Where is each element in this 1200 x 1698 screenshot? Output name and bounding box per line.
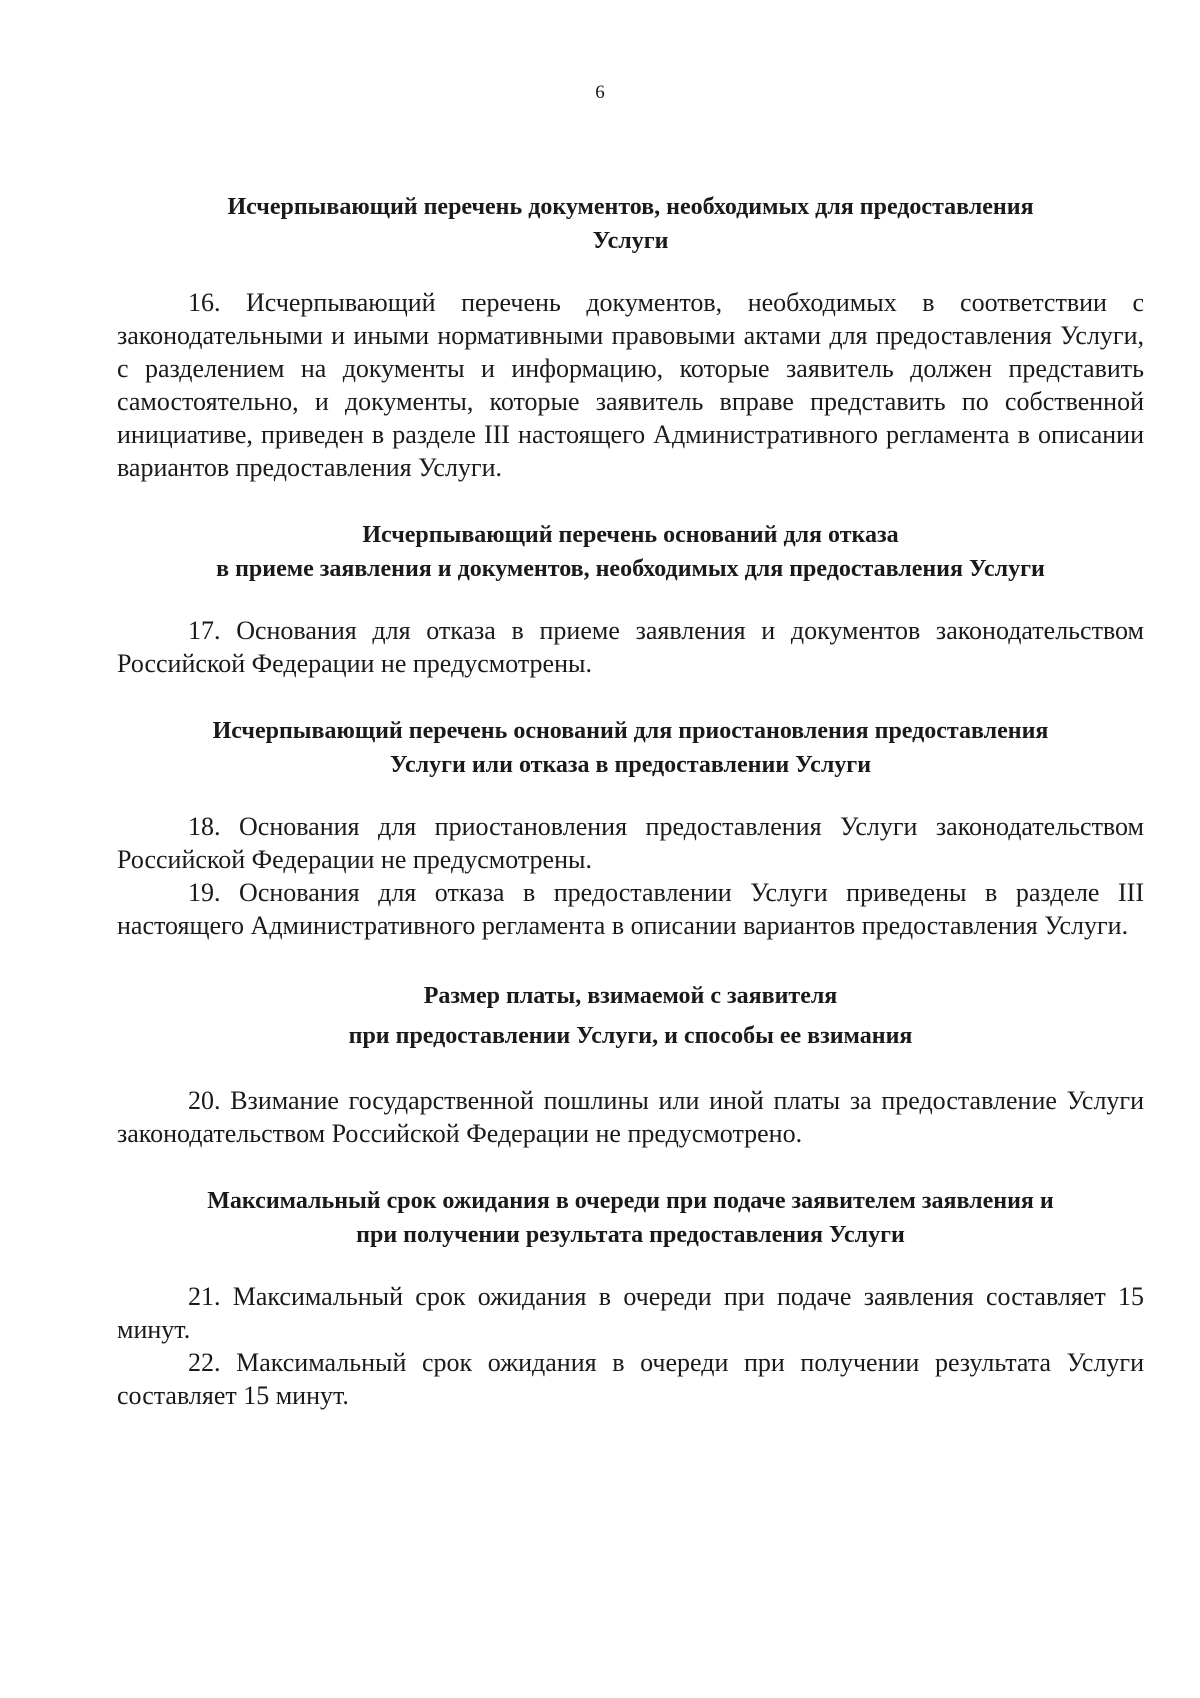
document-content xyxy=(117,190,1144,1412)
heading-line: Исчерпывающий перечень документов, необходимых для предоставления xyxy=(227,194,1034,220)
section-heading xyxy=(117,1184,1144,1252)
heading-line: Услуги или отказа в предоставлении Услуги xyxy=(389,752,872,778)
heading-line: Размер платы, взимаемой с заявителя xyxy=(423,983,838,1009)
heading-line: в приеме заявления и документов, необходимых для предоставления Услуги xyxy=(216,556,1045,582)
heading-line: Исчерпывающий перечень оснований для отказа xyxy=(362,522,899,548)
section-suspension-refusal xyxy=(117,714,1144,942)
section-heading xyxy=(117,976,1144,1056)
heading-line: при получении результата предоставления Услуги xyxy=(356,1222,905,1248)
paragraph-19: 19. Основания для отказа в предоставлении Услуги приведены в разделе III настоящего Административного регламента в описании вариантов предоставления Услуги. xyxy=(117,878,1144,940)
page-number: 6 xyxy=(595,82,605,103)
heading-line: Максимальный срок ожидания в очереди при подаче заявителем заявления и xyxy=(207,1188,1054,1214)
section-queue-time xyxy=(117,1184,1144,1412)
paragraph-20: 20. Взимание государственной пошлины или иной платы за предоставление Услуги законодательством Российской Федерации не предусмотрено. xyxy=(117,1086,1144,1148)
paragraph-21: 21. Максимальный срок ожидания в очереди при подаче заявления составляет 15 минут. xyxy=(117,1282,1144,1344)
paragraph-16: 16. Исчерпывающий перечень документов, необходимых в соответствии с законодательными и иными нормативными правовыми актами для предоставления Услуги, с разделением на документы и информацию, которые заявитель должен представить самостоятельно, и документы, которые заявитель вправе представить по собственной инициативе, приведен в разделе III настоящего Административного регламента в описании вариантов предоставления Услуги. xyxy=(117,288,1144,482)
section-required-documents xyxy=(117,190,1144,484)
section-heading xyxy=(117,190,1144,258)
heading-line: при предоставлении Услуги, и способы ее взимания xyxy=(348,1023,913,1049)
paragraph-22: 22. Максимальный срок ожидания в очереди при получении результата Услуги составляет 15 минут. xyxy=(117,1348,1144,1410)
paragraph-18: 18. Основания для приостановления предоставления Услуги законодательством Российской Федерации не предусмотрены. xyxy=(117,812,1144,874)
section-refusal-acceptance xyxy=(117,518,1144,680)
section-heading xyxy=(117,714,1144,782)
paragraph-17: 17. Основания для отказа в приеме заявления и документов законодательством Российской Федерации не предусмотрены. xyxy=(117,616,1144,678)
heading-line: Услуги xyxy=(592,228,669,254)
section-fee xyxy=(117,976,1144,1150)
section-heading xyxy=(117,518,1144,586)
heading-line: Исчерпывающий перечень оснований для приостановления предоставления xyxy=(212,718,1049,744)
